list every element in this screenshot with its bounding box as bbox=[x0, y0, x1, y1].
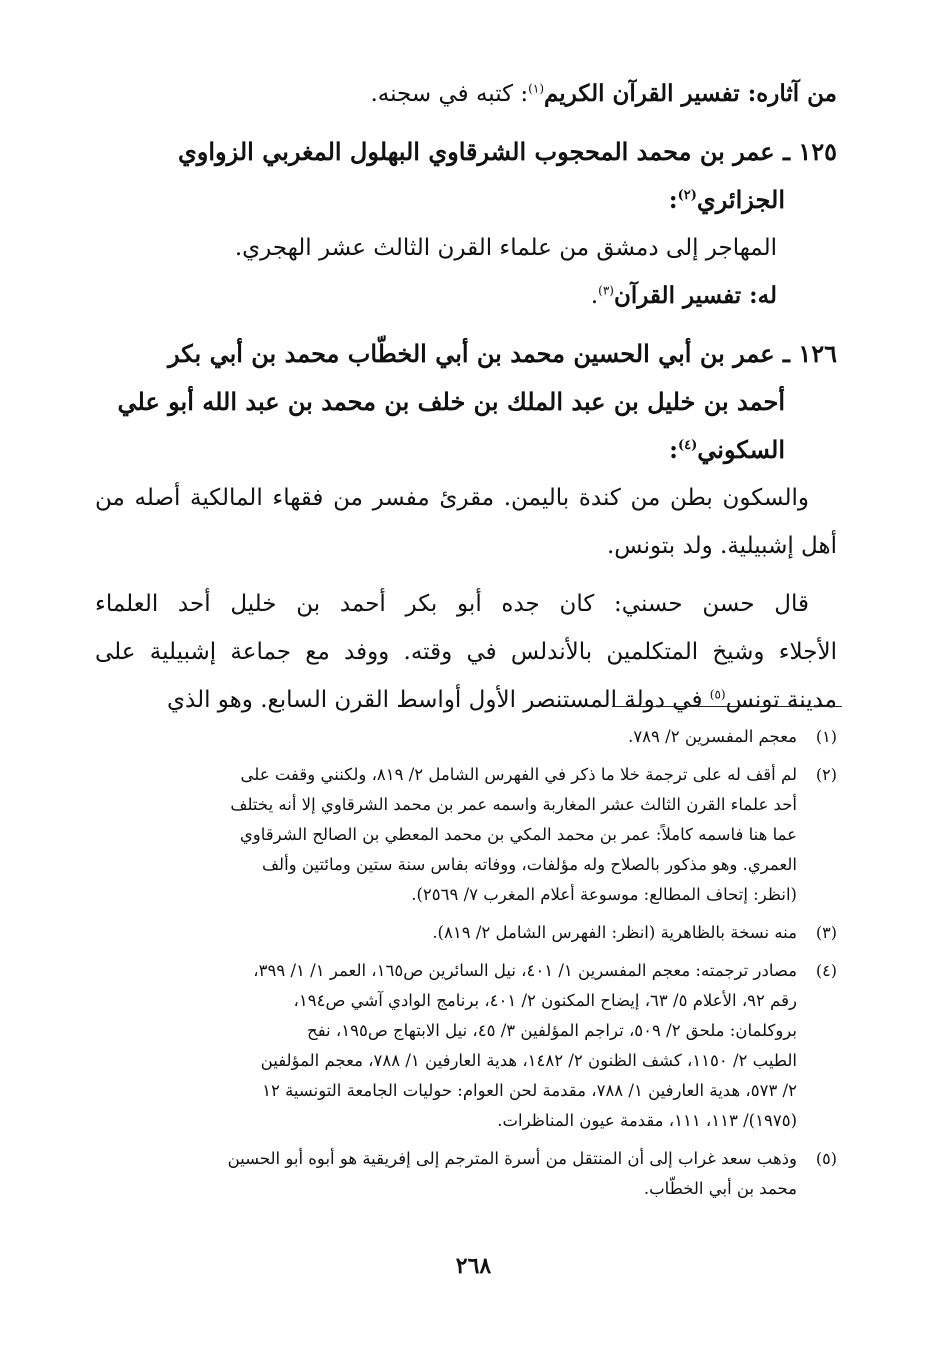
footnote-line: عما هنا فاسمه كاملاً: عمر بن محمد المكي بن محمد المعطي بن الصالح الشرقاوي bbox=[239, 825, 797, 844]
footnote-line: وذهب سعد غراب إلى أن المنتقل من أسرة المترجم إلى إفريقية هو أبوه أبو الحسين bbox=[227, 1149, 797, 1168]
footnote-line: أحد علماء القرن الثالث عشر المغاربة واسمه عمر بن محمد الشرقاوي إلا أنه يختلف bbox=[230, 795, 797, 814]
footnote-line: رقم ٩٢، الأعلام ٥/ ٦٣، إيضاح المكنون ٢/ ٤٠١، برنامج الوادي آشي ص١٩٤، bbox=[293, 991, 797, 1010]
footnote-line: العمري. وهو مذكور بالصلاح وله مؤلفات، ووفاته بفاس سنة ستين ومائتين وألف bbox=[261, 855, 797, 874]
entry-126-heading-line-3 bbox=[95, 426, 837, 474]
entry-125-description: المهاجر إلى دمشق من علماء القرن الثالث عشر الهجري. bbox=[234, 235, 777, 261]
footnote-ref-4[interactable]: (٤) bbox=[677, 438, 698, 453]
footnote-ref-2[interactable]: (٢) bbox=[677, 188, 697, 203]
entry-125-work-label: له: تفسير القرآن bbox=[613, 282, 777, 309]
footnote-line: الطيب ٢/ ١١٥٠، كشف الظنون ٢/ ١٤٨٢، هدية العارفين ١/ ٧٨٨، معجم المؤلفين bbox=[260, 1051, 797, 1070]
footnote-line: محمد بن أبي الخطّاب. bbox=[643, 1179, 797, 1198]
entry-126-paragraph-1-line-2: أهل إشبيلية. ولد بتونس. bbox=[606, 533, 837, 559]
footnote-line: منه نسخة بالظاهرية (انظر: الفهرس الشامل ٢/ ٨١٩). bbox=[432, 923, 797, 942]
entry-126-paragraph-2-line-3-start: مدينة تونس bbox=[725, 687, 837, 713]
footnote-number: (٥) bbox=[815, 1149, 837, 1168]
entry-126-paragraph-1-line-1: والسكون بطن من كندة باليمن. مقرئ مفسر من فقهاء المالكية أصله من bbox=[95, 485, 809, 511]
footnote-line: لم أقف له على ترجمة خلا ما ذكر في الفهرس الشامل ٢/ ٨١٩، ولكنني وقفت على bbox=[240, 765, 797, 784]
entry-125-heading-line-2 bbox=[95, 176, 837, 224]
entry-126-heading-name: السكوني bbox=[697, 435, 785, 464]
entry-126-paragraph-2-line-1: قال حسن حسني: كان جده أبو بكر أحمد بن خليل أحد العلماء bbox=[95, 591, 809, 617]
intro-tail: : كتبه في سجنه. bbox=[370, 81, 529, 107]
footnote-line: معجم المفسرين ٢/ ٧٨٩. bbox=[628, 727, 797, 746]
footnote-number: (٢) bbox=[815, 765, 837, 784]
main-text bbox=[95, 70, 837, 724]
page-number: ٢٦٨ bbox=[455, 1253, 492, 1279]
entry-126-paragraph-2-line-3-end: في دولة المستنصر الأول أواسط القرن السابع. وهو الذي bbox=[167, 687, 710, 713]
entry-126-paragraph-2-line-2: الأجلاء وشيخ المتكلمين بالأندلس في وقته. ووفد مع جماعة إشبيلية على bbox=[95, 639, 837, 665]
footnotes bbox=[95, 722, 837, 1212]
footnote-1 bbox=[95, 722, 837, 752]
footnote-5 bbox=[95, 1144, 837, 1204]
footnote-2 bbox=[95, 760, 837, 910]
intro-text: من آثاره: تفسير القرآن الكريم bbox=[544, 80, 837, 107]
entry-126-paragraph-2-line-3 bbox=[95, 676, 837, 724]
entry-126-heading-colon: : bbox=[669, 435, 678, 464]
footnote-number: (١) bbox=[815, 727, 837, 746]
footnote-number: (٤) bbox=[815, 961, 837, 980]
entry-125-work-tail: . bbox=[590, 283, 599, 309]
footnote-line: (١٩٧٥)/ ١١٣، ١١١، مقدمة عيون المناظرات. bbox=[497, 1111, 797, 1130]
entry-125-heading-name: الجزائري bbox=[696, 185, 785, 214]
footnote-ref-3[interactable]: (٣) bbox=[598, 283, 614, 298]
footnote-4 bbox=[95, 956, 837, 1136]
footnote-ref-1[interactable]: (١) bbox=[528, 81, 544, 96]
footnote-separator bbox=[612, 706, 842, 707]
entry-125-work bbox=[95, 272, 837, 320]
footnote-number: (٣) bbox=[815, 923, 837, 942]
intro-line bbox=[95, 70, 837, 118]
footnote-line: بروكلمان: ملحق ٢/ ٥٠٩، تراجم المؤلفين ٣/ ٤٥، نيل الابتهاج ص١٩٥، نفح bbox=[307, 1021, 797, 1040]
footnote-3 bbox=[95, 918, 837, 948]
footnote-line: (انظر: إتحاف المطالع: موسوعة أعلام المغرب ٧/ ٢٥٦٩). bbox=[411, 885, 797, 904]
entry-126-heading-line-1: ١٢٦ ـ عمر بن أبي الحسين محمد بن أبي الخطّاب محمد بن أبي بكر bbox=[168, 339, 837, 368]
footnote-ref-5[interactable]: (٥) bbox=[709, 687, 726, 702]
entry-125-heading-line-1: ١٢٥ ـ عمر بن محمد المحجوب الشرقاوي البهلول المغربي الزواوي bbox=[177, 137, 837, 166]
footnote-line: ٢/ ٥٧٣، هدية العارفين ١/ ٧٨٨، مقدمة لحن العوام: حوليات الجامعة التونسية ١٢ bbox=[262, 1081, 797, 1100]
entry-125-heading-colon: : bbox=[668, 185, 678, 214]
footnote-line: مصادر ترجمته: معجم المفسرين ١/ ٤٠١، نيل السائرين ص١٦٥، العمر ١/ ١/ ٣٩٩، bbox=[253, 961, 797, 980]
entry-126-heading-line-2: أحمد بن خليل بن عبد الملك بن خلف بن محمد بن عبد الله أبو علي bbox=[117, 387, 785, 416]
